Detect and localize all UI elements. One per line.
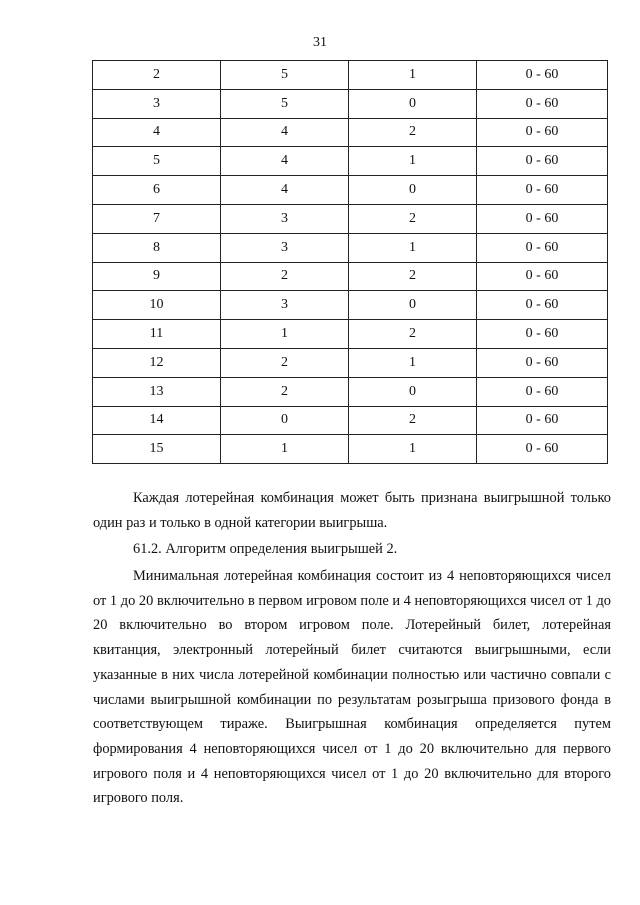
table-cell: 6: [93, 176, 221, 205]
table-cell: 1: [349, 348, 477, 377]
table-cell: 14: [93, 406, 221, 435]
table-cell: 1: [349, 61, 477, 90]
table-cell: 4: [221, 176, 349, 205]
table-cell: 1: [349, 233, 477, 262]
table-cell: 0: [349, 291, 477, 320]
table-row: [93, 233, 608, 262]
table-cell: 0 - 60: [477, 61, 608, 90]
table-cell: 2: [221, 262, 349, 291]
table-cell: 5: [221, 61, 349, 90]
table-cell: 10: [93, 291, 221, 320]
table-cell: 9: [93, 262, 221, 291]
table-row: [93, 147, 608, 176]
table-body: [93, 61, 608, 464]
table-cell: 3: [221, 291, 349, 320]
table-cell: 0: [221, 406, 349, 435]
paragraph-each-combination: [93, 486, 611, 535]
table-cell: 13: [93, 377, 221, 406]
table-cell: 1: [349, 435, 477, 464]
paragraph-text: Минимальная лотерейная комбинация состоит из 4 неповторяющихся чисел от 1 до 20 включительно в первом игровом поле и 4 неповторяющихся чисел от 1 до 20 включительно во втором игровом поле. Лотерейный билет, лотерейная квитанция, электронный лотерейный билет считаются выигрышными, если указанные в них числа лотерейной комбинации полностью или частично совпали с числами выигрышной комбинации по результатам розыгрыша призового фонда в соответствующем тираже. Выигрышная комбинация определяется путем формирования 4 неповторяющихся чисел от 1 до 20 включительно для первого игрового поля и 4 неповторяющихся чисел от 1 до 20 включительно для второго игрового поля.: [93, 568, 611, 807]
table-cell: 0 - 60: [477, 262, 608, 291]
table-row: [93, 204, 608, 233]
table-cell: 8: [93, 233, 221, 262]
paragraph-algorithm: [93, 564, 611, 811]
table-cell: 2: [349, 204, 477, 233]
table-cell: 2: [221, 348, 349, 377]
table-cell: 0 - 60: [477, 89, 608, 118]
table-row: [93, 377, 608, 406]
table-cell: 3: [93, 89, 221, 118]
table-row: [93, 61, 608, 90]
table-cell: 3: [221, 233, 349, 262]
table-cell: 2: [349, 320, 477, 349]
table-cell: 0: [349, 89, 477, 118]
table-cell: 7: [93, 204, 221, 233]
table-cell: 2: [349, 406, 477, 435]
table-row: [93, 320, 608, 349]
table-cell: 2: [349, 118, 477, 147]
table-cell: 4: [93, 118, 221, 147]
table-cell: 0 - 60: [477, 406, 608, 435]
table-cell: 0 - 60: [477, 435, 608, 464]
table-cell: 1: [221, 320, 349, 349]
table-cell: 0 - 60: [477, 377, 608, 406]
paragraph-text: Каждая лотерейная комбинация может быть признана выигрышной только один раз и только в одной категории выигрыша.: [93, 490, 611, 531]
table-row: [93, 406, 608, 435]
winning-categories-table: [92, 60, 608, 464]
page-number: 31: [313, 35, 327, 50]
table-cell: 12: [93, 348, 221, 377]
table-cell: 5: [93, 147, 221, 176]
section-heading-61-2: [93, 537, 611, 562]
table-cell: 15: [93, 435, 221, 464]
table-row: [93, 118, 608, 147]
table-row: [93, 291, 608, 320]
table-cell: 1: [349, 147, 477, 176]
table-cell: 0: [349, 176, 477, 205]
table-cell: 5: [221, 89, 349, 118]
table-row: [93, 176, 608, 205]
table-cell: 0: [349, 377, 477, 406]
table-row: [93, 348, 608, 377]
table-cell: 3: [221, 204, 349, 233]
table-cell: 0 - 60: [477, 204, 608, 233]
table-cell: 4: [221, 147, 349, 176]
table-cell: 2: [93, 61, 221, 90]
table-cell: 2: [221, 377, 349, 406]
table-cell: 0 - 60: [477, 348, 608, 377]
table-cell: 0 - 60: [477, 233, 608, 262]
table-cell: 0 - 60: [477, 118, 608, 147]
table-cell: 2: [349, 262, 477, 291]
table-cell: 0 - 60: [477, 147, 608, 176]
table-cell: 0 - 60: [477, 176, 608, 205]
table-cell: 11: [93, 320, 221, 349]
table-row: [93, 262, 608, 291]
table-row: [93, 435, 608, 464]
table-row: [93, 89, 608, 118]
section-heading-text: 61.2. Алгоритм определения выигрышей 2.: [133, 541, 398, 557]
table-cell: 1: [221, 435, 349, 464]
table-cell: 0 - 60: [477, 291, 608, 320]
table-cell: 4: [221, 118, 349, 147]
table-cell: 0 - 60: [477, 320, 608, 349]
